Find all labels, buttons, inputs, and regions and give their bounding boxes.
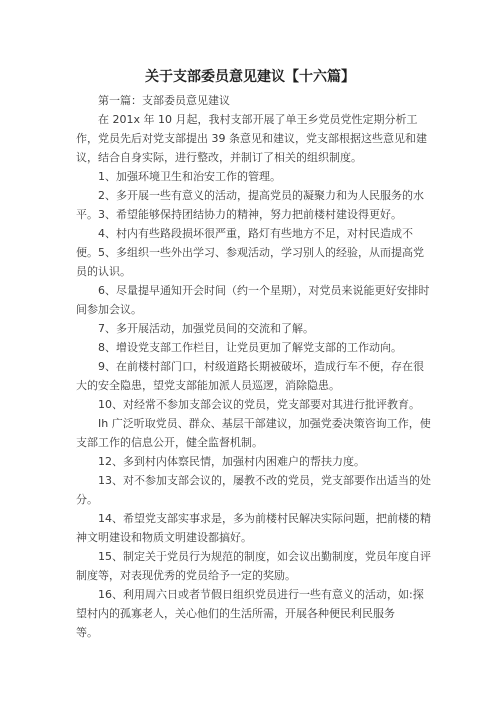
- paragraph-item-1: 1、加强环境卫生和治安工作的管理。: [98, 170, 281, 183]
- paragraph-item-14: 14、希望党支部实事求是，多为前楼村民解决实际问题，把前楼的精神文明建设和物质文明建设都搞好。: [76, 512, 431, 544]
- paragraph-item-10: 10、对经常不参加支部会议的党员，党支部要对其进行批评教育。: [98, 398, 420, 411]
- paragraph-item-5: 5、多组织一些外出学习、参观活动，学习别人的经验，从而提高党员的认识。: [76, 246, 424, 278]
- paragraph-item-13: 13、对不参加支部会议的，屡教不改的党员，党支部要作出适当的处分。: [76, 474, 431, 506]
- paragraph-intro: 在 201x 年 10 月起，我村支部开展了单王乡党员党性定期分析工作，党员先后对党支部提出 39 条意见和建议，党支部根据这些意见和建议，结合自身实际，进行整改，并制订了相关的组织制度。: [76, 113, 427, 164]
- paragraph-item-9: 9、在前楼村部门口，村级道路长期被破坏，造成行车不便，存在很大的安全隐患，望党支部能加派人员巡逻，消除隐患。: [76, 360, 424, 392]
- document-title: 关于支部委员意见建议【十六篇】: [145, 69, 355, 85]
- paragraph-item-16-tail: 等。: [76, 626, 98, 639]
- paragraph-item-3: 3、希望能够保持团结协力的精神，努力把前楼村建设得更好。: [98, 208, 402, 221]
- paragraph-item-4: 4、村内有些路段损坏很严重，路灯有些地方不足，对村民造成不便。: [76, 227, 413, 259]
- paragraph-item-7: 7、多开展活动，加强党员间的交流和了解。: [98, 322, 314, 335]
- paragraph-item-8: 8、增设党支部工作栏目，让党员更加了解党支部的工作动向。: [98, 341, 402, 354]
- paragraph-item-11: Ih 广泛听取党员、群众、基层干部建议，加强党委决策咨询工作，使支部工作的信息公开，健全监督机制。: [76, 417, 431, 449]
- paragraph-item-15: 15、制定关于党员行为规范的制度，如会议出勤制度，党员年度自评制度等，对表现优秀的党员给予一定的奖励。: [76, 550, 431, 582]
- paragraph-item-6: 6、尽量提早通知开会时间（约一个星期），对党员来说能更好安排时间参加会议。: [76, 284, 430, 316]
- section-heading: 第一篇：支部委员意见建议: [98, 94, 230, 107]
- paragraph-item-16: 16、利用周六日或者节假日组织党员进行一些有意义的活动，如:探望村内的孤寡老人，关心他们的生活所需，开展各种便民利民服务: [76, 588, 424, 620]
- paragraph-item-12: 12、多到村内体察民情，加强村内困难户的帮扶力度。: [98, 455, 365, 468]
- paragraph-item-2: 2、多开展一些有意义的活动，提高党员的凝聚力和为人民服务的水平。: [76, 189, 424, 221]
